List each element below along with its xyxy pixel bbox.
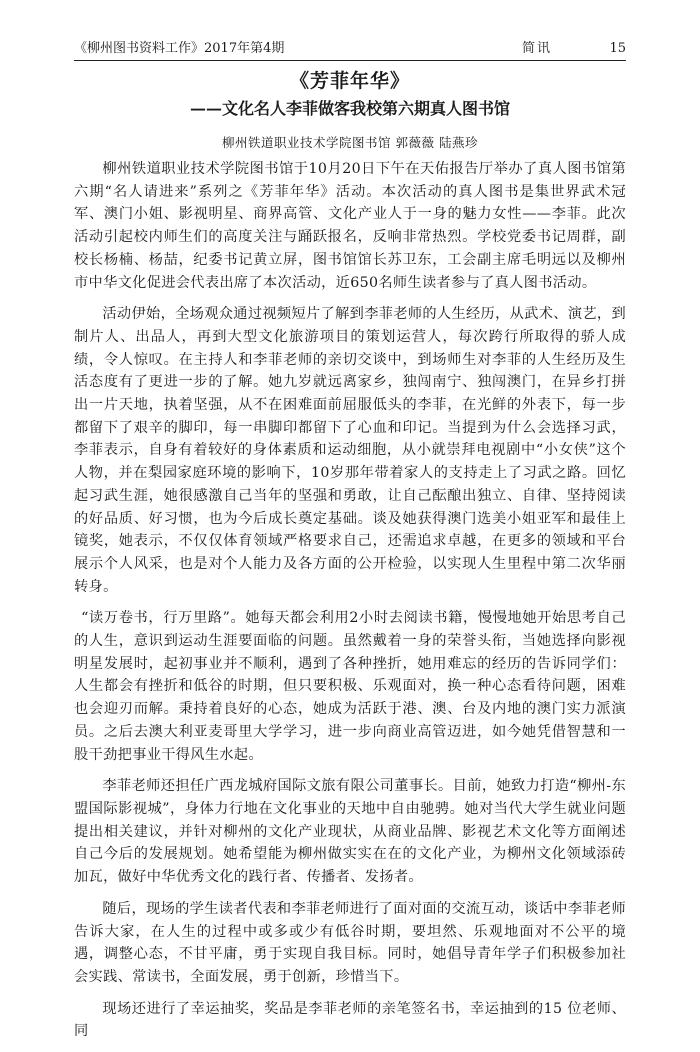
running-header	[74, 38, 626, 61]
paragraph-5: 随后，现场的学生读者代表和李菲老师进行了面对面的交流互动，谈话中李菲老师告诉大家，在人生的过程中或多或少有低谷时期，要坦然、乐观地面对不公平的境遇，调整心态，不甘平庸，勇于实现自我目标。同时，她倡导青年学子们积极参加社会实践、常读书，全面发展，勇于创新，珍惜当下。	[74, 900, 626, 985]
article-title: 《芳菲年华》	[289, 70, 410, 92]
paragraph-6: 现场还进行了幸运抽奖，奖品是李菲老师的亲笔签名书，幸运抽到的15 位老师、同	[74, 1000, 626, 1040]
paragraph-2: 活动伊始，全场观众通过视频短片了解到李菲老师的人生经历，从武术、演艺，到制片人、出品人，再到大型文化旅游项目的策划运营人，每次跨行所取得的骄人成绩，令人惊叹。在主持人和李菲老师的亲切交谈中，到场师生对李菲的人生经历及生活态度有了更进一步的了解。她九岁就远离家乡，独闯南宁、独闯澳门，在异乡打拼出一片天地，执着坚强，从不在困难面前屈服低头的李菲，在光鲜的外表下，每一步都留下了艰辛的脚印，每一串脚印都留下了心血和印记。当提到为什么会选择习武，李菲表示，自身有着较好的身体素质和运动细胞，从小就崇拜电视剧中“小女侠”这个人物，并在梨园家庭环境的影响下，10岁那年带着家人的支持走上了习武之路。回忆起习武生涯，她很感激自己当年的坚强和勇敢，让自己酝酿出独立、自律、坚持阅读的好品质、好习惯，也为今后成长奠定基础。谈及她获得澳门选美小姐亚军和最佳上镜奖，她表示，不仅仅体育领域严格要求自己，还需追求卓越，在更多的领域和平台展示个人风采，也是对个人能力及各方面的公开检验，以实现人生里程中第二次华丽转身。	[74, 306, 626, 595]
paragraph-1: 柳州铁道职业技术学院图书馆于10月20日下午在天佑报告厅举办了真人图书馆第六期“名人请进来”系列之《芳菲年华》活动。本次活动的真人图书是集世界武术冠军、澳门小姐、影视明星、商界高管、文化产业人于一身的魅力女性——李菲。此次活动引起校内师生们的高度关注与踊跃报名，反响非常热烈。学校党委书记周群，副校长杨楠、杨喆，纪委书记黄立屏，图书馆馆长苏卫东，工会副主席毛明远以及柳州市中华文化促进会代表出席了本次活动，近650名师生读者参与了真人图书活动。	[74, 161, 626, 291]
article-subtitle: ——文化名人李菲做客我校第六期真人图书馆	[189, 99, 510, 118]
article-byline: 柳州铁道职业技术学院图书馆 郭薇薇 陆燕珍	[222, 135, 478, 150]
section-label: 简讯	[521, 41, 552, 56]
page-number: 15	[609, 41, 626, 56]
paragraph-4: 李菲老师还担任广西龙城府国际文旅有限公司董事长。目前，她致力打造“柳州-东盟国际影视城”，身体力行地在文化事业的天地中自由驰骋。她对当代大学生就业问题提出相关建议，并针对柳州的文化产业现状，从商业品牌、影视艺术文化等方面阐述自己今后的发展规划。她希望能为柳州做实实在在的文化产业，为柳州文化领域添砖加瓦，做好中华优秀文化的践行者、传播者、发扬者。	[74, 778, 626, 886]
journal-title: 《柳州图书资料工作》2017年第4期	[74, 41, 285, 56]
paragraph-3: “读万卷书，行万里路”。她每天都会利用2小时去阅读书籍，慢慢地她开始思考自己的人生，意识到运动生涯要面临的问题。虽然戴着一身的荣誉头衔，当她选择向影视明星发展时，起初事业并不顺利，遇到了各种挫折，她用难忘的经历的告诉同学们：人生都会有挫折和低谷的时期，但只要积极、乐观面对，换一种心态看待问题，困难也会迎刃而解。秉持着良好的心态，她成为活跃于港、澳、台及内地的澳门实力派演员。之后去澳大利亚麦哥里大学学习，进一步向商业高管迈进，如今她凭借智慧和一股干劲把事业干得风生水起。	[74, 610, 626, 763]
article-body	[74, 158, 626, 1052]
